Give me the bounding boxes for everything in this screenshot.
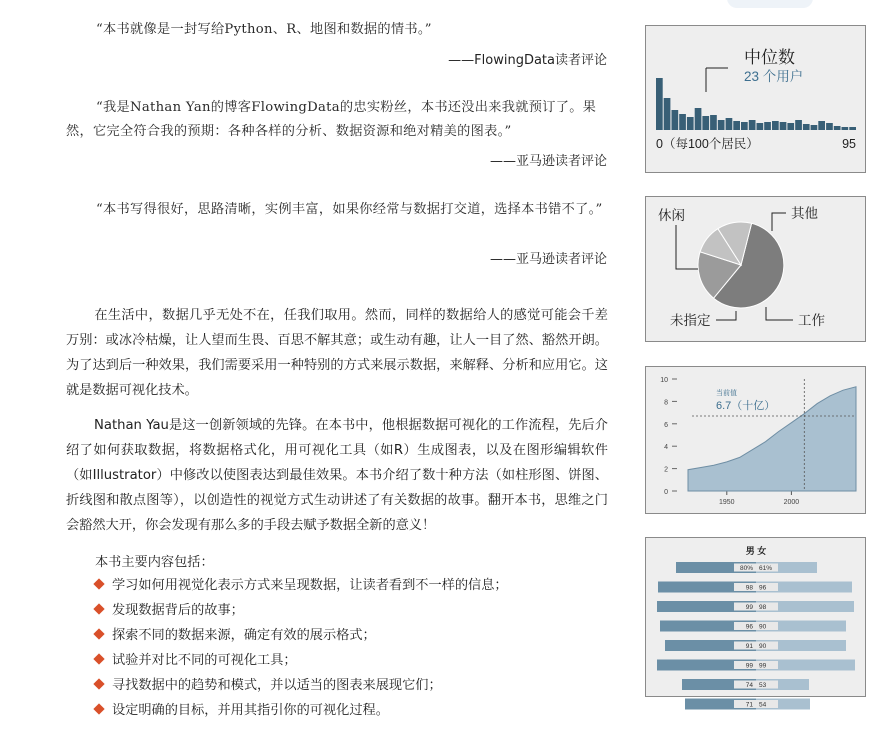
men-value-label: 74 xyxy=(745,682,753,689)
y-tick-label: 4 xyxy=(664,444,668,452)
quote-2: “我是Nathan Yan的博客FlowingData的忠实粉丝，本书还没出来我就预订了。果然，它完全符合我的预期：各种各样的分析、数据资源和绝对精美的图表。” xyxy=(66,100,597,139)
diamond-bullet-icon xyxy=(93,678,104,689)
histogram-bar xyxy=(803,124,810,130)
leader-line xyxy=(766,307,793,320)
men-value-label: 98 xyxy=(745,584,753,592)
list-item: 寻找数据中的趋势和模式，并以适当的图表来展现它们； xyxy=(95,673,508,698)
y-tick-label: 8 xyxy=(664,399,668,407)
value-label-bg xyxy=(734,583,778,591)
histogram-chart xyxy=(646,26,865,172)
list-item: 发现数据背后的故事； xyxy=(95,598,508,623)
histogram-bar xyxy=(764,122,771,130)
x-tick-label: 2000 xyxy=(783,499,800,506)
value-label-bg xyxy=(734,681,778,689)
list-item: 试验并对比不同的可视化工具； xyxy=(95,648,508,673)
value-label-bg xyxy=(734,661,778,669)
histogram-bar xyxy=(710,115,717,130)
diamond-bullet-icon xyxy=(93,603,104,614)
women-value-label: 53 xyxy=(759,682,767,689)
pie-label-unspecified: 未指定 xyxy=(670,313,711,328)
histogram-bar xyxy=(772,121,779,130)
histogram-bar xyxy=(672,110,679,130)
contents-title: 本书主要内容包括： xyxy=(95,555,214,570)
women-value-label: 96 xyxy=(759,584,767,592)
paired-bar-figure xyxy=(645,537,866,709)
women-value-label: 99 xyxy=(759,662,767,670)
histogram-bar xyxy=(733,121,740,130)
y-tick-label: 0 xyxy=(664,489,668,496)
leader-line xyxy=(772,213,786,231)
y-tick-label: 2 xyxy=(664,466,668,474)
top-tab-shape xyxy=(727,0,813,8)
x-axis-label-right: 95 xyxy=(842,137,856,151)
contents-list xyxy=(95,573,508,723)
histogram-bar xyxy=(656,78,663,130)
intro-paragraph: 在生活中，数据几乎无处不在，任我们取用。然而，同样的数据给人的感觉可能会千差万别：或冰冷枯燥，让人望而生畏、百思不解其意；或生动有趣，让人一目了然、豁然开朗。为了达到后一种效果，我们需要采用一种特别的方式来展示数据，来解释、分析和应用它。这就是数据可视化技术。 xyxy=(66,308,608,398)
men-value-label: 99 xyxy=(745,604,753,611)
quote-1: “本书就像是一封写给Python、R、地图和数据的情书。” xyxy=(96,22,432,37)
area-chart xyxy=(646,367,865,513)
pie-label-leisure: 休闲 xyxy=(658,208,685,223)
quote-3-attribution: ——亚马逊读者评论 xyxy=(489,252,607,267)
histogram-bar xyxy=(726,118,733,130)
histogram-figure xyxy=(645,25,866,173)
value-label-bg xyxy=(734,622,778,630)
histogram-bar xyxy=(664,98,671,130)
quote-3: “本书写得很好，思路清晰，实例丰富，如果你经常与数据打交道，选择本书错不了。” xyxy=(96,202,603,217)
histogram-bar xyxy=(702,116,709,130)
pie-chart xyxy=(646,197,865,341)
y-tick-label: 10 xyxy=(660,377,668,384)
men-value-label: 91 xyxy=(745,643,753,650)
women-value-label: 61% xyxy=(759,565,773,572)
histogram-bar xyxy=(718,120,725,130)
pie-label-work: 工作 xyxy=(798,313,825,328)
histogram-bar xyxy=(780,122,787,130)
annotation-label: 当前值 xyxy=(716,390,737,397)
x-axis-label-left: 0（每100个居民） xyxy=(656,137,759,151)
histogram-bar xyxy=(741,122,748,130)
histogram-bar xyxy=(795,120,802,130)
diamond-bullet-icon xyxy=(93,703,104,714)
diamond-bullet-icon xyxy=(93,628,104,639)
list-item: 探索不同的数据来源，确定有效的展示格式； xyxy=(95,623,508,648)
women-value-label: 90 xyxy=(759,643,767,650)
list-item: 学习如何用视觉化表示方式来呈现数据，让读者看到不一样的信息； xyxy=(95,573,508,598)
quote-1-attribution: ——FlowingData读者评论 xyxy=(448,53,607,68)
value-label-bg xyxy=(734,700,778,708)
histogram-bar xyxy=(849,127,856,130)
men-value-label: 71 xyxy=(745,701,753,709)
histogram-bar xyxy=(818,121,825,130)
x-tick-label: 1950 xyxy=(719,499,735,506)
men-value-label: 96 xyxy=(745,623,753,631)
histogram-bar xyxy=(695,108,702,130)
men-value-label: 80% xyxy=(739,565,753,572)
y-tick-label: 6 xyxy=(664,421,668,429)
women-value-label: 90 xyxy=(759,623,767,631)
paired-bar-chart xyxy=(646,538,865,709)
histogram-bar xyxy=(787,123,794,130)
histogram-bar xyxy=(826,123,833,130)
author-paragraph: Nathan Yau是这一创新领域的先锋。在本书中，他根据数据可视化的工作流程，先后介绍了如何获取数据，将数据格式化，用可视化工具（如R）生成图表，以及在图形编辑软件（如Illustrator）中修改以使图表达到最佳效果。本书介绍了数十种方法（如柱形图、饼图、折线图和散点图等），以创造性的视觉方式生动讲述了有关数据的故事。翻开本书，思维之门会豁然大开，你会发现有那么多的手段去赋予数据全新的意义！ xyxy=(66,418,608,533)
annotation-value: 6.7（十亿） xyxy=(716,400,776,412)
histogram-bar xyxy=(687,117,694,130)
chart-title: 男 女 xyxy=(745,546,767,556)
list-item: 设定明确的目标，并用其指引你的可视化过程。 xyxy=(95,698,508,723)
value-label-bg xyxy=(734,642,778,650)
histogram-bar xyxy=(757,123,764,130)
histogram-bar xyxy=(749,120,756,130)
pie-figure xyxy=(645,196,866,342)
area-figure xyxy=(645,366,866,514)
diamond-bullet-icon xyxy=(93,653,104,664)
quote-2-attribution: ——亚马逊读者评论 xyxy=(489,154,607,169)
diamond-bullet-icon xyxy=(93,578,104,589)
value-label-bg xyxy=(734,603,778,611)
median-annotation: 23 个用户 xyxy=(744,69,804,84)
pie-label-other: 其他 xyxy=(791,206,818,221)
chart-title: 中位数 xyxy=(744,48,795,67)
women-value-label: 54 xyxy=(759,701,767,709)
leader-line xyxy=(676,225,698,269)
histogram-bar xyxy=(842,127,849,130)
histogram-bar xyxy=(834,126,841,130)
histogram-bar xyxy=(679,114,686,130)
leader-line xyxy=(716,311,736,320)
men-value-label: 99 xyxy=(745,662,753,670)
women-value-label: 98 xyxy=(759,604,767,611)
histogram-bar xyxy=(811,125,818,130)
